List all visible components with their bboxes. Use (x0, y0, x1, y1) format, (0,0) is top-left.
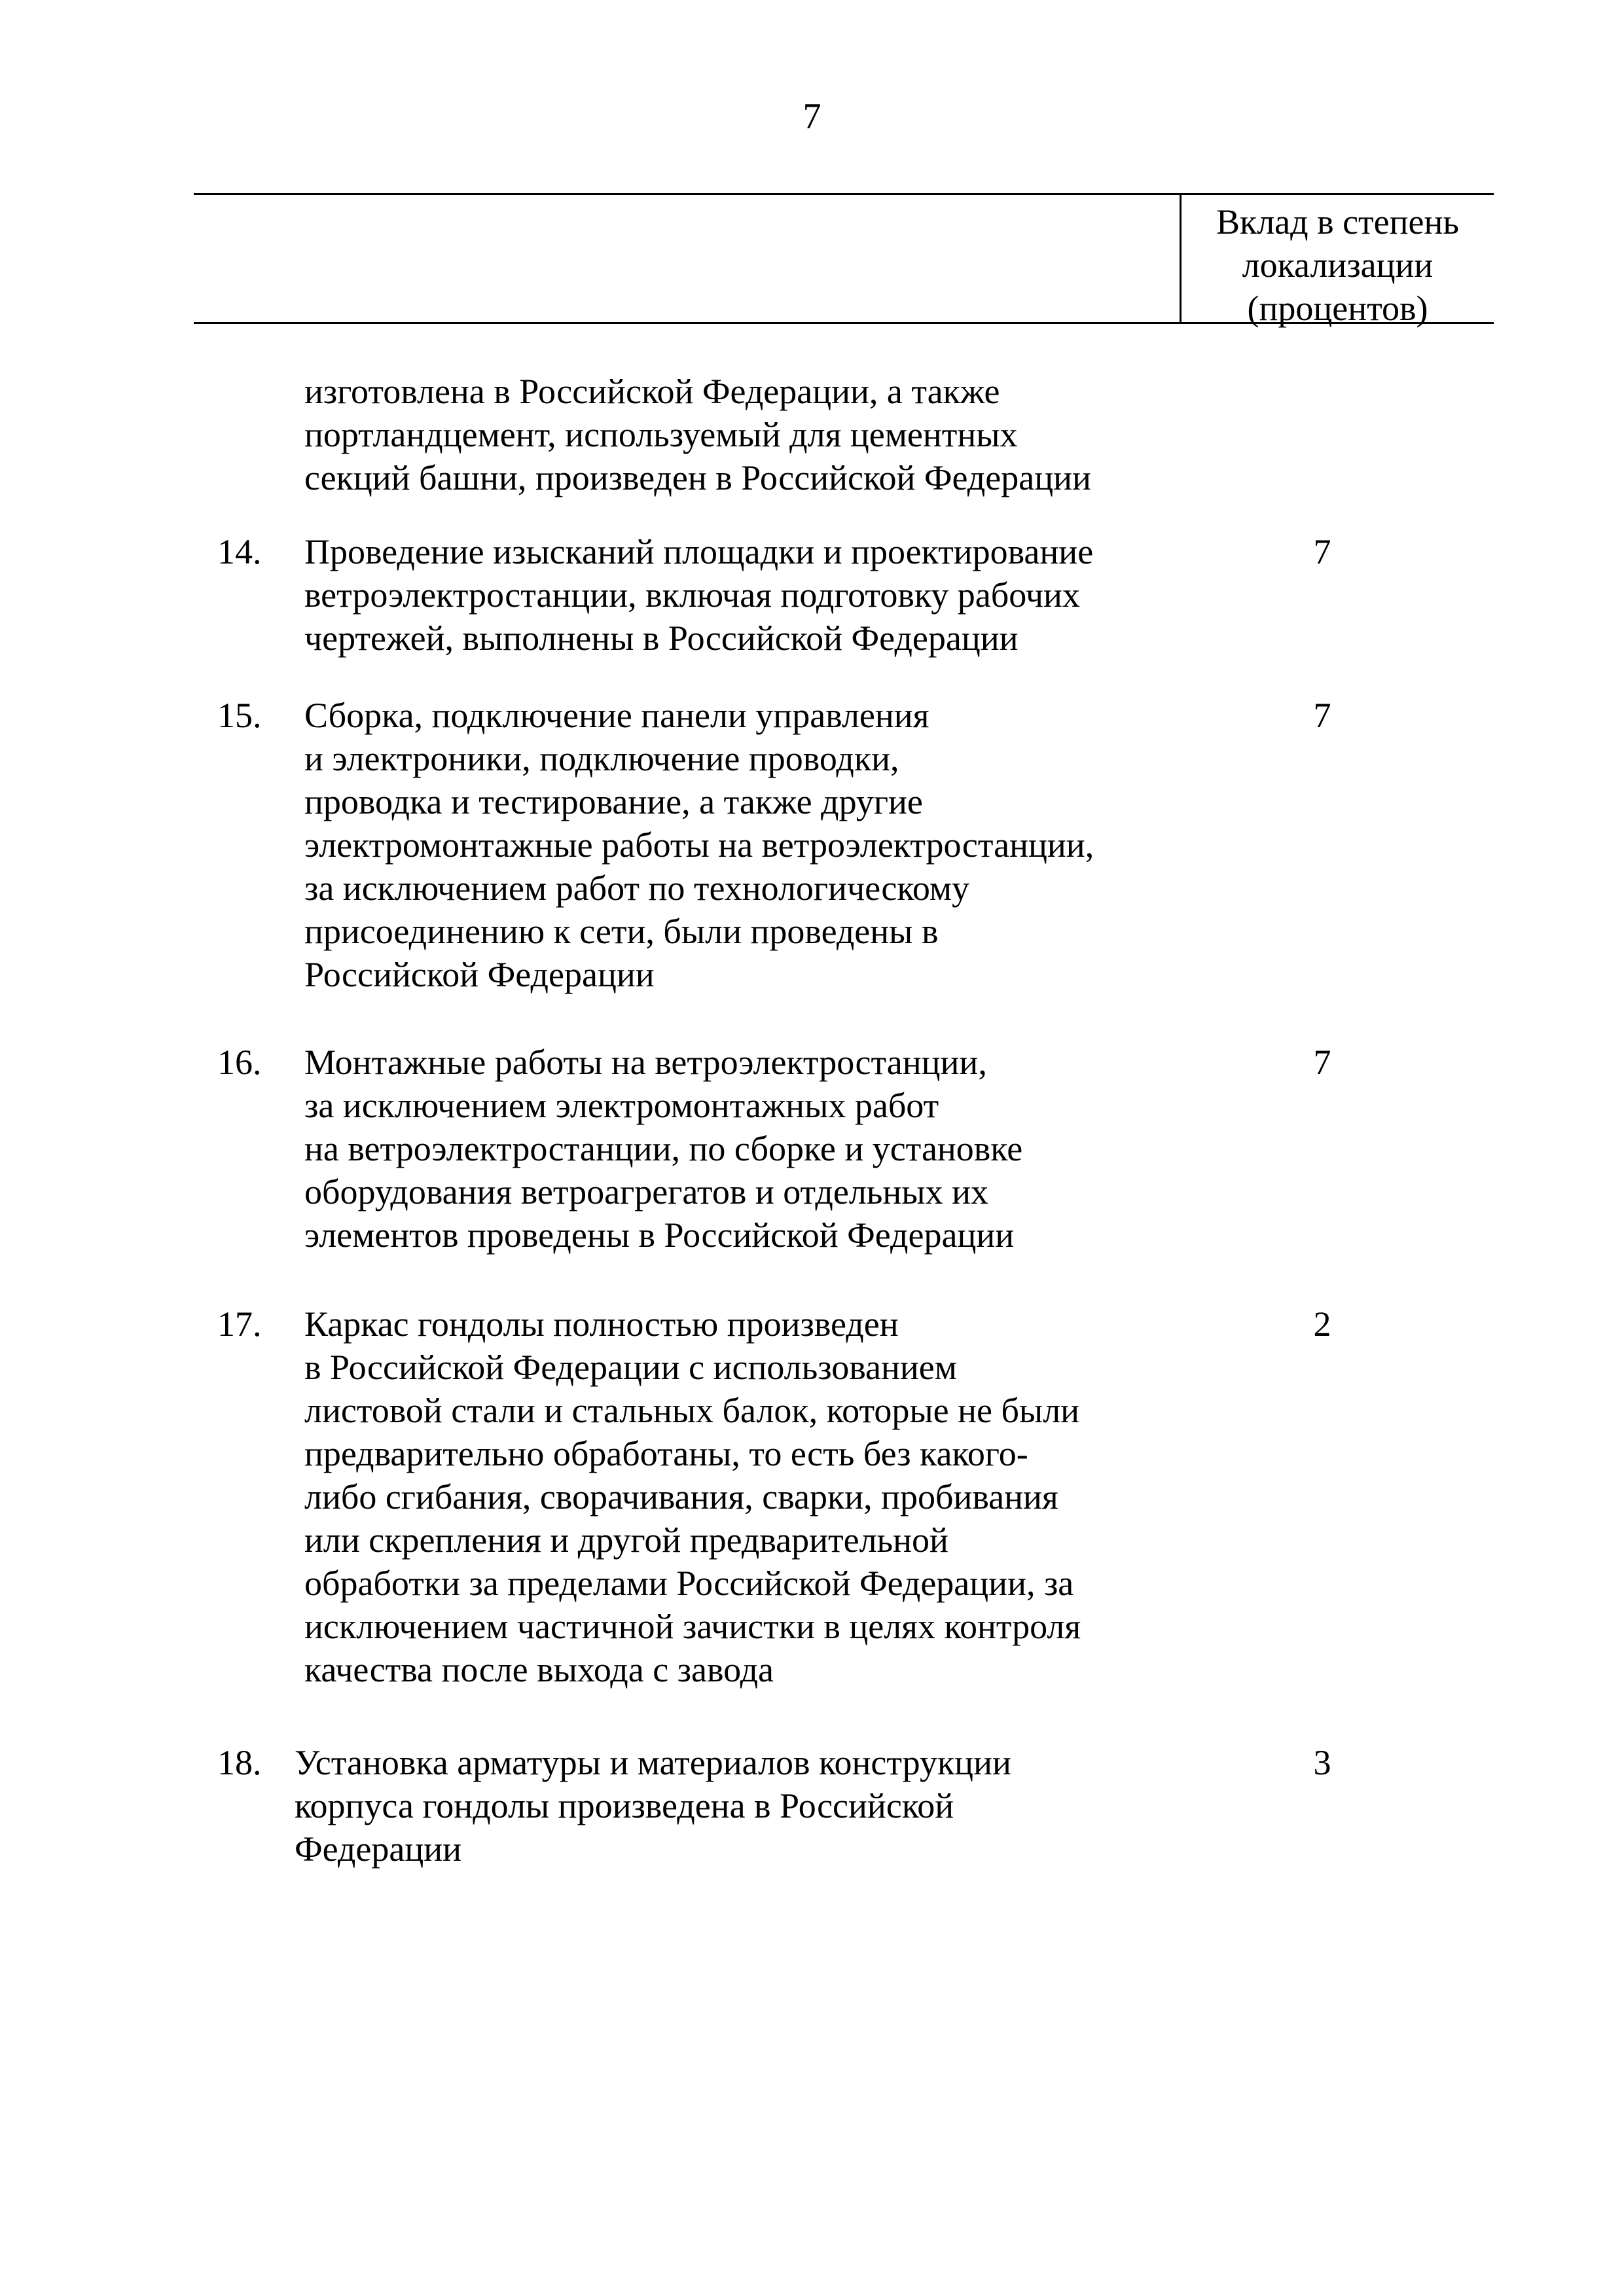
row-contribution-value: 2 (1313, 1304, 1331, 1344)
row-text (304, 694, 1195, 996)
row-text (295, 1741, 1185, 1871)
text-line: или скрепления и другой предварительной (304, 1520, 948, 1560)
row-contribution-value: 7 (1313, 532, 1331, 571)
text-line: Монтажные работы на ветроэлектростанции, (304, 1043, 987, 1082)
text-line: проводка и тестирование, а также другие (304, 782, 923, 821)
text-line: оборудования ветроагрегатов и отдельных их (304, 1172, 988, 1211)
row-text (304, 530, 1195, 660)
text-line: листовой стали и стальных балок, которые не были (304, 1391, 1080, 1430)
text-line: электромонтажные работы на ветроэлектростанции, (304, 825, 1094, 865)
text-line: присоединению к сети, были проведены в (304, 912, 939, 951)
text-line: либо сгибания, сворачивания, сварки, пробивания (304, 1477, 1058, 1516)
text-line: ветроэлектростанции, включая подготовку рабочих (304, 575, 1080, 615)
row-number: 15. (217, 696, 262, 735)
text-line: в Российской Федерации с использованием (304, 1348, 957, 1387)
text-line: изготовлена в Российской Федерации, а также (304, 372, 1000, 411)
text-line: портландцемент, используемый для цементных (304, 415, 1018, 454)
text-line: обработки за пределами Российской Федерации, за (304, 1564, 1074, 1603)
page-number: 7 (803, 96, 821, 137)
text-line: Каркас гондолы полностью произведен (304, 1304, 899, 1344)
text-line: корпуса гондолы произведена в Российской (295, 1786, 954, 1825)
text-line: Установка арматуры и материалов конструкции (295, 1743, 1011, 1782)
text-line: секций башни, произведен в Российской Федерации (304, 458, 1091, 497)
text-line: качества после выхода с завода (304, 1650, 774, 1689)
row-text (304, 1302, 1195, 1691)
header-contribution-line: локализации (1242, 245, 1434, 285)
text-line: Сборка, подключение панели управления (304, 696, 929, 735)
header-contribution-column (1182, 195, 1494, 330)
row-text (304, 1041, 1195, 1257)
row-contribution-value: 3 (1313, 1743, 1331, 1782)
text-line: Проведение изысканий площадки и проектирование (304, 532, 1094, 571)
header-contribution-line: (процентов) (1247, 289, 1428, 328)
text-line: Российской Федерации (304, 955, 655, 994)
row-number: 18. (217, 1743, 262, 1782)
row-number: 14. (217, 532, 262, 571)
text-line: за исключением работ по технологическому (304, 869, 970, 908)
text-line: предварительно обработаны, то есть без какого- (304, 1434, 1028, 1473)
row-number: 17. (217, 1304, 262, 1344)
row-contribution-value: 7 (1313, 696, 1331, 735)
table-header (194, 193, 1494, 328)
text-line: и электроники, подключение проводки, (304, 739, 899, 778)
row-text (304, 370, 1195, 499)
text-line: Федерации (295, 1829, 462, 1869)
text-line: за исключением электромонтажных работ (304, 1086, 939, 1125)
text-line: чертежей, выполнены в Российской Федерации (304, 619, 1019, 658)
header-contribution-line: Вклад в степень (1216, 202, 1460, 242)
text-line: элементов проведены в Российской Федерации (304, 1215, 1015, 1255)
row-number: 16. (217, 1043, 262, 1082)
row-contribution-value: 7 (1313, 1043, 1331, 1082)
text-line: исключением частичной зачистки в целях контроля (304, 1607, 1081, 1646)
text-line: на ветроэлектростанции, по сборке и установке (304, 1129, 1023, 1168)
